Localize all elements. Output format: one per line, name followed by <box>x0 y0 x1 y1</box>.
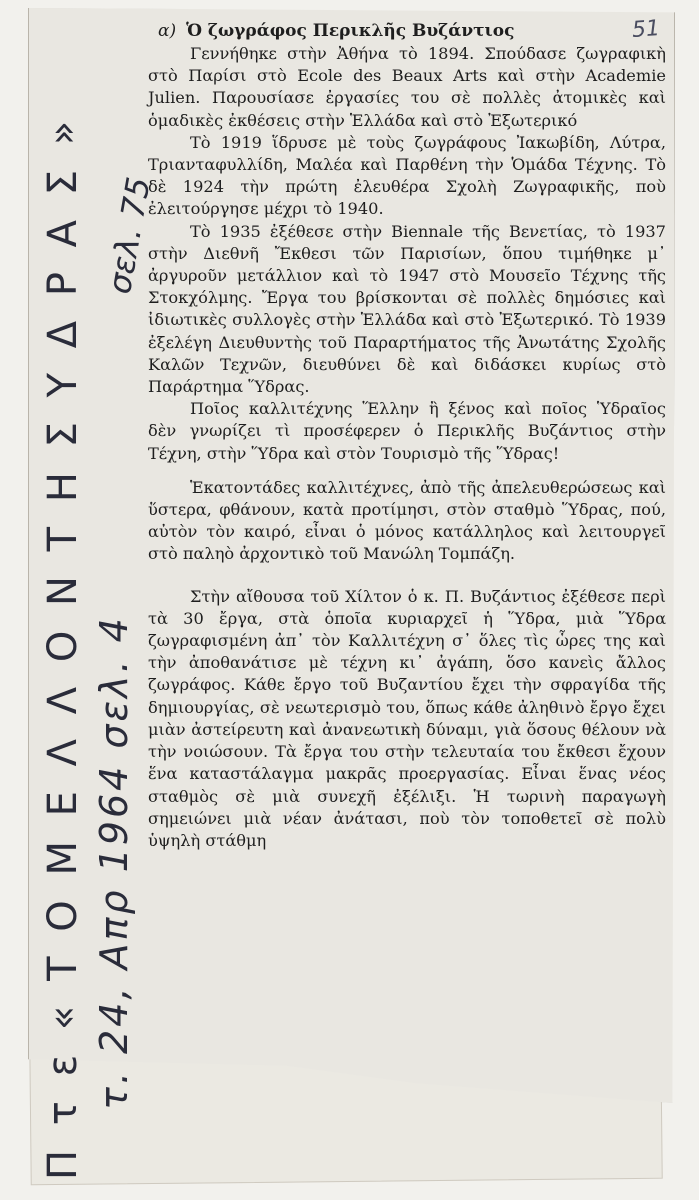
article-column <box>148 18 666 852</box>
article-title: Ὁ ζωγράφος Περικλῆς Βυζάντιος <box>186 21 515 41</box>
handwritten-date-note: τ. 24, Απρ 1964 σελ. 4 <box>92 615 136 1110</box>
handwritten-source-note: Π τ ε « Τ Ο Μ Ε Λ Λ Ο Ν Τ Η Σ Υ Δ Ρ Α Σ » <box>40 114 86 1180</box>
paragraph-group-founding: Τὸ 1919 ἵδρυσε μὲ τοὺς ζωγράφους Ἰακωβίδη, Λύτρα, Τριανταφυλλίδη, Μαλέα καὶ Παρθένη τὴν Ὁμάδα Τέχνης. Τὸ δὲ 1924 τὴν πρώτη ἐλευθέρα Σχολὴ Ζωγραφικῆς, ποὺ ἐλειτούργησε μέχρι τὸ 1940. <box>148 132 666 219</box>
handwritten-page-number: 51 <box>631 16 661 43</box>
paragraph-artists-station: Ἑκατοντάδες καλλιτέχνες, ἀπὸ τῆς ἀπελευθερώσεως καὶ ὕστερα, φθάνουν, κατὰ προτίμησι, στὸν σταθμὸ Ὕδρας, πού, αὐτὸν τὸν καιρό, εἶναι ὁ μόνος κατάλληλος καὶ λειτουργεῖ στὸ παληὸ ἀρχοντικὸ τοῦ Μανώλη Τομπάζη. <box>148 477 666 564</box>
article-heading <box>158 18 666 43</box>
handwritten-page-ref: σελ. 75 <box>100 174 158 297</box>
section-letter: α) <box>158 21 177 41</box>
paragraph-contribution: Ποῖος καλλιτέχνης Ἕλλην ἢ ξένος καὶ ποῖος Ὑδραῖος δὲν γνωρίζει τὶ προσέφερεν ὁ Περικλῆς Βυζάντιος στὴν Τέχνη, στὴν Ὕδρα καὶ στὸν Τουρισμὸ τῆς Ὕδρας! <box>148 399 666 463</box>
paragraph-exhibitions: Τὸ 1935 ἐξέθεσε στὴν Biennale τῆς Βενετίας, τὸ 1937 στὴν Διεθνῆ Ἔκθεσι τῶν Παρισίων, ὅπου τιμήθηκε μ᾿ ἀργυροῦν μετάλλιον καὶ τὸ 1947 στὸ Μουσεῖο Τέχνης τῆς Στοκχόλμης. Ἔργα του βρίσκονται σὲ πολλὲς δημόσιες καὶ ἰδιωτικὲς συλλογὲς στὴν Ἑλλάδα καὶ στὸ Ἐξωτερικό. Τὸ 1939 ἐξελέγη Διευθυντὴς τοῦ Παραρτήματος τῆς Ἀνωτάτης Σχολῆς Καλῶν Τεχνῶν, διευθύνει δὲ καὶ διδάσκει κυρίως στὸ Παράρτημα Ὕδρας. <box>148 221 666 397</box>
paragraph-biography: Γεννήθηκε στὴν Ἀθήνα τὸ 1894. Σπούδασε ζωγραφικὴ στὸ Παρίσι στὸ Ecole des Beaux Arts καὶ στὴν Academie Julien. Παρουσίασε ἐργασίες του σὲ πολλὲς ἀτομικὲς καὶ ὁμαδικὲς ἐκθέσεις στὴν Ἑλλάδα καὶ στὸ Ἐξωτερικό <box>148 44 666 130</box>
paragraph-hilton-exhibition: Στὴν αἴθουσα τοῦ Χίλτον ὁ κ. Π. Βυζάντιος ἐξέθεσε περὶ τὰ 30 ἔργα, στὰ ὁποῖα κυριαρχεῖ ἡ Ὕδρα, μιὰ Ὕδρα ζωγραφισμένη ἀπ᾿ τὸν Καλλιτέχνη σ᾿ ὅλες τὶς ὧρες της καὶ τὴν ἀποθανάτισε μὲ τέχνη κι᾿ ἀγάπη, ὅσο κανεὶς ἄλλος ζωγράφος. Κάθε ἔργο τοῦ Βυζαντίου ἔχει τὴν σφραγίδα τῆς δημιουργίας, σὲ νεωτερισμὸ του, ὅπως κάθε ἀληθινὸ ἔργο ἔχει μιὰν ἀστείρευτη καὶ ἀνανεωτικὴ δύναμι, γιὰ ὅσους θέλουν νὰ τὴν νοιώσουν. Τὰ ἔργα του στὴν τελευταία του ἔκθεσι ἔχουν ἕνα καταστάλαγμα μακρᾶς προεργασίας. Εἶναι ἕνας νέος σταθμὸς σὲ μιὰ συνεχῆ ἐξέλιξι. Ἡ τωρινὴ παραγωγὴ σημειώνει μιὰ νέαν ἀνάτασι, ποὺ τὸν τοποθετεῖ σὲ πολὺ ὑψηλὴ στάθμη <box>148 586 666 850</box>
